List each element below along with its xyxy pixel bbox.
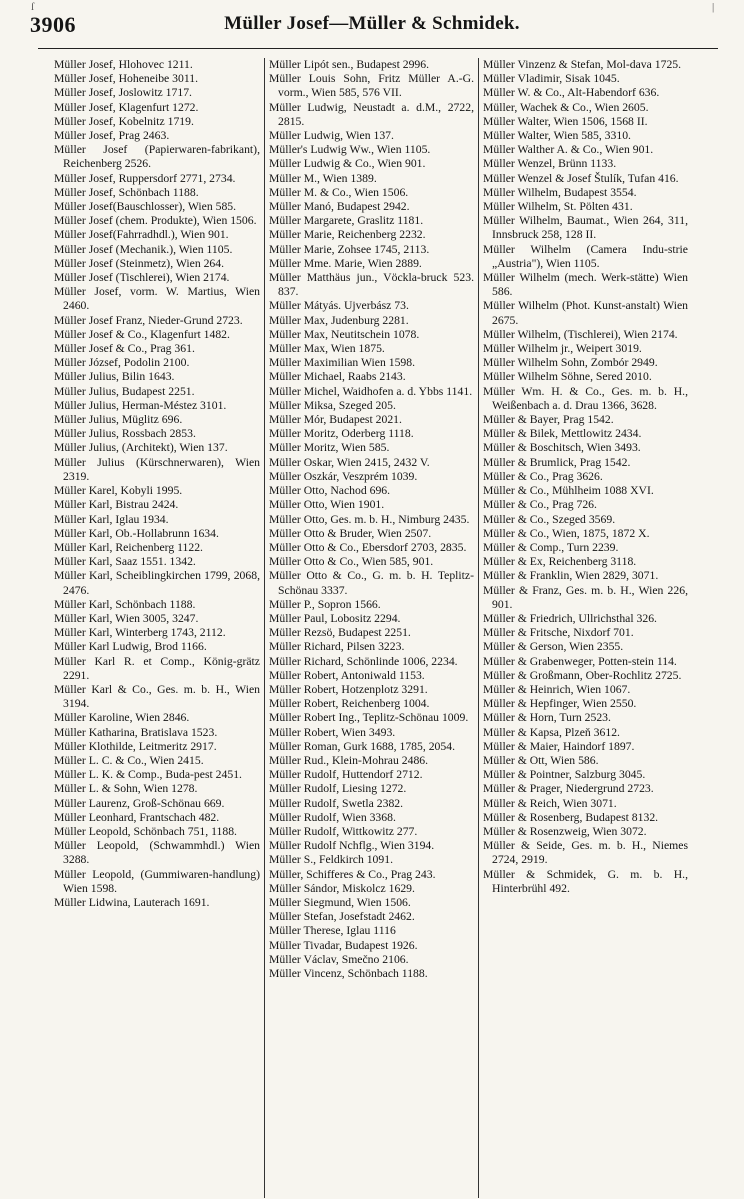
directory-entry: Müller Josef(Fahrradhdl.), Wien 901.: [54, 228, 229, 242]
directory-entry: Müller Karoline, Wien 2846.: [54, 711, 190, 725]
directory-entry: Müller Robert, Wien 3493.: [269, 725, 396, 739]
directory-entry: Müller Mór, Budapest 2021.: [269, 413, 402, 427]
directory-entry: Müller & Franklin, Wien 2829, 3071.: [483, 569, 659, 583]
directory-column-2: [264, 58, 478, 1198]
binding-mark: ſ: [31, 1, 35, 13]
directory-entry: Müller Wilhelm Sohn, Zombór 2949.: [483, 356, 658, 370]
directory-entry: Müller Marie, Reichenberg 2232.: [269, 228, 426, 242]
directory-entry: Müller & Reich, Wien 3071.: [483, 796, 617, 810]
directory-entry: Müller Max, Neutitschein 1078.: [269, 327, 420, 341]
directory-entry: Müller M., Wien 1389.: [269, 171, 377, 185]
directory-entry: Müller & Heinrich, Wien 1067.: [483, 682, 631, 696]
binding-mark: |: [712, 1, 715, 13]
directory-entry: Müller Wilhelm, (Tischlerei), Wien 2174.: [483, 327, 678, 341]
page-header: [0, 0, 744, 48]
directory-entry: Müller Klothilde, Leitmeritz 2917.: [54, 739, 217, 753]
directory-entry: Müller Josef (Mechanik.), Wien 1105.: [54, 242, 233, 256]
directory-entry: Müller Josef, Joslowitz 1717.: [54, 86, 192, 100]
directory-entry: Müller Wenzel, Brünn 1133.: [483, 157, 617, 171]
directory-entry: Müller & Seide, Ges. m. b. H., Niemes 2724, 2919.: [483, 839, 688, 867]
directory-entry: Müller Ludwig, Wien 137.: [269, 129, 394, 143]
directory-entry: Müller Karl, Ob.-Hollabrunn 1634.: [54, 526, 219, 540]
directory-entry: Müller Vincenz, Schönbach 1188.: [269, 967, 428, 980]
directory-entry: Müller Oszkár, Veszprém 1039.: [269, 469, 418, 483]
directory-entry: Müller Ludwig & Co., Wien 901.: [269, 157, 426, 171]
directory-entry: Müller Max, Wien 1875.: [269, 342, 385, 356]
directory-entry: Müller Josef, Klagenfurt 1272.: [54, 100, 199, 114]
directory-entry: Müller Julius, Müglitz 696.: [54, 413, 183, 427]
directory-entry: Müller W. & Co., Alt-Habendorf 636.: [483, 86, 660, 100]
directory-entry: Müller Wilhelm (mech. Werk-stätte) Wien 586.: [483, 271, 688, 299]
directory-entry: Müller & Co., Wien, 1875, 1872 X.: [483, 526, 650, 540]
directory-entry: Müller Otto, Ges. m. b. H., Nimburg 2435.: [269, 512, 470, 526]
directory-entry: Müller Miksa, Szeged 205.: [269, 398, 396, 412]
directory-entry: Müller Max, Judenburg 2281.: [269, 313, 409, 327]
directory-entry: Müller & Friedrich, Ullrichsthal 326.: [483, 611, 657, 625]
directory-entry: Müller Robert, Hotzenplotz 3291.: [269, 682, 428, 696]
directory-entry: Müller Robert Ing., Teplitz-Schönau 1009.: [269, 711, 469, 725]
directory-entry: Müller Wilhelm, Budapest 3554.: [483, 185, 637, 199]
directory-entry: Müller Marie, Zohsee 1745, 2113.: [269, 242, 430, 256]
directory-entry: Müller & Fritsche, Nixdorf 701.: [483, 626, 634, 640]
directory-entry: Müller Otto & Co., G. m. b. H. Teplitz-Schönau 3337.: [269, 569, 474, 597]
directory-entry: Müller Manó, Budapest 2942.: [269, 200, 410, 214]
directory-entry: Müller Richard, Schönlinde 1006, 2234.: [269, 654, 458, 668]
directory-entry: Müller & Co., Mühlheim 1088 XVI.: [483, 484, 654, 498]
directory-entry: Müller Walter, Wien 1506, 1568 II.: [483, 114, 648, 128]
directory-entry: Müller Julius, Rossbach 2853.: [54, 427, 196, 441]
directory-entry: Müller & Co., Prag 726.: [483, 498, 597, 512]
directory-entry: Müller Lipót sen., Budapest 2996.: [269, 58, 430, 71]
directory-entry: Müller's Ludwig Ww., Wien 1105.: [269, 143, 431, 157]
directory-column-1: [50, 58, 264, 1198]
directory-entry: Müller Oskar, Wien 2415, 2432 V.: [269, 455, 430, 469]
directory-entry: Müller Julius, Budapest 2251.: [54, 384, 195, 398]
directory-entry: Müller, Wachek & Co., Wien 2605.: [483, 100, 649, 114]
directory-entry: Müller Karel, Kobyli 1995.: [54, 484, 183, 498]
directory-entry: Müller Josef, Kobelnitz 1719.: [54, 114, 194, 128]
directory-entry: Müller Julius, (Architekt), Wien 137.: [54, 441, 228, 455]
directory-entry: Müller Josef, Prag 2463.: [54, 129, 170, 143]
directory-entry: Müller L. C. & Co., Wien 2415.: [54, 753, 204, 767]
directory-entry: Müller Wilhelm Söhne, Sered 2010.: [483, 370, 652, 384]
directory-entry: Müller Rudolf, Wien 3368.: [269, 810, 396, 824]
page-number: 3906: [30, 12, 76, 37]
directory-entry: Müller & Bayer, Prag 1542.: [483, 413, 614, 427]
directory-entry: Müller Vinzenz & Stefan, Mol-dava 1725.: [483, 58, 682, 71]
directory-entry: Müller Karl, Scheiblingkirchen 1799, 2068, 2476.: [54, 569, 260, 597]
directory-entry: Müller Julius (Kürschnerwaren), Wien 2319.: [54, 455, 260, 483]
directory-entry: Müller Michel, Waidhofen a. d. Ybbs 1141.: [269, 384, 473, 398]
directory-entry: Müller Karl Ludwig, Brod 1166.: [54, 640, 207, 654]
directory-entry: Müller & Gerson, Wien 2355.: [483, 640, 624, 654]
directory-entry: Müller Václav, Smečno 2106.: [269, 952, 409, 966]
directory-entry: Müller & Bilek, Mettlowitz 2434.: [483, 427, 642, 441]
directory-entry: Müller Otto, Wien 1901.: [269, 498, 385, 512]
directory-entry: Müller & Hepfinger, Wien 2550.: [483, 697, 637, 711]
directory-entry: Müller Rudolf, Liesing 1272.: [269, 782, 407, 796]
directory-entry: Müller Otto & Bruder, Wien 2507.: [269, 526, 432, 540]
directory-entry: Müller L. & Sohn, Wien 1278.: [54, 782, 198, 796]
directory-entry: Müller Ludwig, Neustadt a. d.M., 2722, 2815.: [269, 100, 474, 128]
directory-entry: Müller Wilhelm (Camera Indu-strie „Austria"), Wien 1105.: [483, 242, 688, 270]
directory-entry: Müller M. & Co., Wien 1506.: [269, 185, 409, 199]
directory-entry: Müller Karl, Saaz 1551. 1342.: [54, 555, 196, 569]
directory-entry: Müller & Ott, Wien 586.: [483, 753, 599, 767]
directory-entry: Müller & Rosenberg, Budapest 8132.: [483, 810, 659, 824]
directory-entry: Müller József, Podolin 2100.: [54, 356, 190, 370]
directory-entry: Müller & Prager, Niedergrund 2723.: [483, 782, 654, 796]
directory-entry: Müller Mátyás. Ujverbász 73.: [269, 299, 409, 313]
directory-entry: Müller & Schmidek, G. m. b. H., Hinterbrühl 492.: [483, 867, 688, 895]
directory-entry: Müller Otto & Co., Wien 585, 901.: [269, 555, 434, 569]
directory-entry: Müller Stefan, Josefstadt 2462.: [269, 910, 415, 924]
directory-entry: Müller & Comp., Turn 2239.: [483, 540, 619, 554]
directory-entry: Müller Karl, Reichenberg 1122.: [54, 540, 203, 554]
directory-entry: Müller L. K. & Comp., Buda-pest 2451.: [54, 768, 242, 782]
directory-entry: Müller Rudolf Nchflg., Wien 3194.: [269, 839, 435, 853]
directory-entry: Müller Michael, Raabs 2143.: [269, 370, 406, 384]
directory-column-3: [478, 58, 692, 1198]
directory-entry: Müller Josef & Co., Klagenfurt 1482.: [54, 327, 230, 341]
directory-entry: Müller P., Sopron 1566.: [269, 597, 381, 611]
directory-entry: Müller & Pointner, Salzburg 3045.: [483, 768, 646, 782]
directory-entry: Müller Vladimir, Sisak 1045.: [483, 72, 620, 86]
directory-entry: Müller Karl, Winterberg 1743, 2112.: [54, 626, 226, 640]
directory-entry: Müller Margarete, Graslitz 1181.: [269, 214, 424, 228]
directory-entry: Müller Lidwina, Lauterach 1691.: [54, 895, 210, 909]
directory-entry: Müller Sándor, Miskolcz 1629.: [269, 881, 415, 895]
directory-entry: Müller Otto & Co., Ebersdorf 2703, 2835.: [269, 540, 467, 554]
directory-entry: Müller Wilhelm (Phot. Kunst-anstalt) Wien 2675.: [483, 299, 688, 327]
directory-entry: Müller Karl R. et Comp., König-grätz 2291.: [54, 654, 260, 682]
directory-entry: Müller Karl, Iglau 1934.: [54, 512, 169, 526]
directory-entry: Müller Matthäus jun., Vöckla-bruck 523. 837.: [269, 271, 474, 299]
directory-entry: Müller & Co., Prag 3626.: [483, 469, 603, 483]
directory-entry: Müller Moritz, Wien 585.: [269, 441, 390, 455]
directory-entry: Müller Josef, Ruppersdorf 2771, 2734.: [54, 171, 236, 185]
directory-entry: Müller Therese, Iglau 1116: [269, 924, 396, 938]
directory-entry: Müller Maximilian Wien 1598.: [269, 356, 416, 370]
directory-entry: Müller Wilhelm, St. Pölten 431.: [483, 200, 633, 214]
directory-entry: Müller Mme. Marie, Wien 2889.: [269, 256, 422, 270]
directory-entry: Müller Karl & Co., Ges. m. b. H., Wien 3194.: [54, 682, 260, 711]
directory-entry: Müller Rudolf, Wittkowitz 277.: [269, 824, 418, 838]
directory-entry: Müller & Rosenzweig, Wien 3072.: [483, 824, 647, 838]
directory-entry: Müller Karl, Schönbach 1188.: [54, 597, 196, 611]
directory-entry: Müller Josef, Schönbach 1188.: [54, 185, 199, 199]
directory-entry: Müller Laurenz, Groß-Schönau 669.: [54, 796, 225, 810]
directory-entry: Müller Leopold, (Gummiwaren-handlung) Wien 1598.: [54, 867, 260, 895]
directory-entry: Müller & Co., Szeged 3569.: [483, 512, 616, 526]
directory-entry: Müller Rud., Klein-Mohrau 2486.: [269, 753, 429, 767]
directory-entry: Müller Josef (Tischlerei), Wien 2174.: [54, 271, 230, 285]
directory-entry: Müller Katharina, Bratislava 1523.: [54, 725, 218, 739]
directory-entry: Müller Louis Sohn, Fritz Müller A.-G. vorm., Wien 585, 576 VII.: [269, 72, 474, 100]
directory-entry: Müller Tivadar, Budapest 1926.: [269, 938, 418, 952]
directory-entry: Müller Josef (chem. Produkte), Wien 1506.: [54, 214, 257, 228]
directory-entry: Müller & Grabenweger, Potten-stein 114.: [483, 654, 677, 668]
directory-entry: Müller Rudolf, Huttendorf 2712.: [269, 768, 423, 782]
directory-entry: Müller Moritz, Oderberg 1118.: [269, 427, 414, 441]
directory-entry: Müller Richard, Pilsen 3223.: [269, 640, 405, 654]
directory-entry: Müller Josef Franz, Nieder-Grund 2723.: [54, 313, 243, 327]
directory-entry: Müller Wm. H. & Co., Ges. m. b. H., Weißenbach a. d. Drau 1366, 3628.: [483, 384, 688, 412]
directory-entry: Müller Roman, Gurk 1688, 1785, 2054.: [269, 739, 456, 753]
directory-entry: Müller Siegmund, Wien 1506.: [269, 895, 411, 909]
directory-entry: Müller, Schifferes & Co., Prag 243.: [269, 867, 436, 881]
directory-entry: Müller S., Feldkirch 1091.: [269, 853, 394, 867]
directory-entry: Müller Josef, Hoheneibe 3011.: [54, 72, 199, 86]
directory-entry: Müller Josef & Co., Prag 361.: [54, 342, 195, 356]
directory-entry: Müller Leonhard, Frantschach 482.: [54, 810, 220, 824]
directory-entry: Müller Karl, Wien 3005, 3247.: [54, 611, 199, 625]
directory-entry: Müller & Großmann, Ober-Rochlitz 2725.: [483, 668, 682, 682]
directory-entry: Müller & Brumlick, Prag 1542.: [483, 455, 631, 469]
directory-entry: Müller Josef (Steinmetz), Wien 264.: [54, 256, 225, 270]
directory-entry: Müller & Franz, Ges. m. b. H., Wien 226, 901.: [483, 583, 688, 611]
directory-entry: Müller Josef, vorm. W. Martius, Wien 2460.: [54, 285, 260, 313]
directory-entry: Müller Josef (Papierwaren-fabrikant), Reichenberg 2526.: [54, 143, 260, 171]
directory-entry: Müller & Maier, Haindorf 1897.: [483, 739, 635, 753]
directory-entry: Müller Josef, Hlohovec 1211.: [54, 58, 193, 71]
directory-entry: Müller & Kapsa, Plzeň 3612.: [483, 725, 620, 739]
directory-entry: Müller Rudolf, Swetla 2382.: [269, 796, 404, 810]
directory-entry: Müller & Boschitsch, Wien 3493.: [483, 441, 641, 455]
directory-entry: Müller Leopold, Schönbach 751, 1188.: [54, 824, 237, 838]
directory-entry: Müller Wilhelm, Baumat., Wien 264, 311, Innsbruck 258, 128 II.: [483, 214, 688, 242]
directory-entry: Müller & Ex, Reichenberg 3118.: [483, 555, 637, 569]
directory-entry: Müller Julius, Bilin 1643.: [54, 370, 175, 384]
directory-entry: Müller Walter, Wien 585, 3310.: [483, 129, 631, 143]
directory-entry: Müller Julius, Herman-Méstez 3101.: [54, 398, 227, 412]
directory-entry: Müller & Horn, Turn 2523.: [483, 711, 611, 725]
directory-entry: Müller Wilhelm jr., Weipert 3019.: [483, 342, 642, 356]
directory-entry: Müller Karl, Bistrau 2424.: [54, 498, 179, 512]
directory-entry: Müller Rezsö, Budapest 2251.: [269, 626, 411, 640]
directory-entry: Müller Wenzel & Josef Štulík, Tufan 416.: [483, 171, 679, 185]
header-rule: [38, 48, 718, 49]
directory-entry: Müller Robert, Antoniwald 1153.: [269, 668, 425, 682]
directory-entry: Müller Paul, Lobositz 2294.: [269, 611, 401, 625]
directory-entry: Müller Josef(Bauschlosser), Wien 585.: [54, 200, 237, 214]
directory-columns: [50, 58, 694, 1198]
directory-entry: Müller Otto, Nachod 696.: [269, 484, 391, 498]
directory-entry: Müller Walther A. & Co., Wien 901.: [483, 143, 654, 157]
running-head: Müller Josef—Müller & Schmidek.: [224, 13, 520, 34]
directory-entry: Müller Leopold, (Schwammhdl.) Wien 3288.: [54, 839, 260, 867]
directory-entry: Müller Robert, Reichenberg 1004.: [269, 697, 430, 711]
